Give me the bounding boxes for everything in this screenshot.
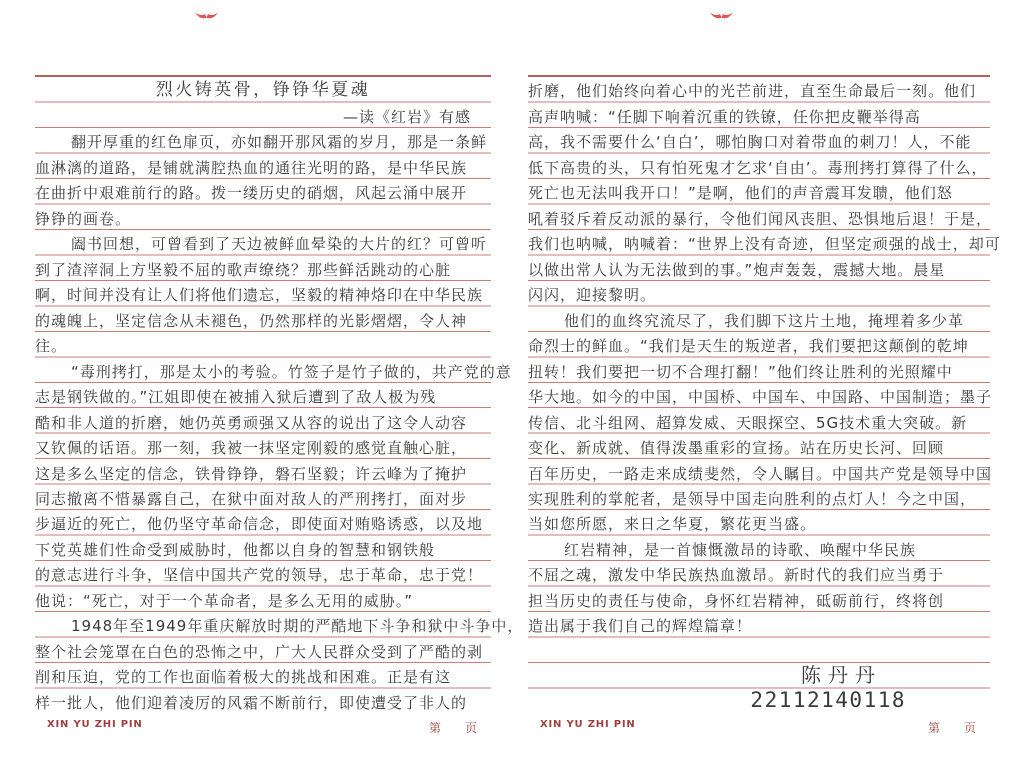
handwritten-text-line: 造出属于我们自己的辉煌篇章！: [528, 617, 753, 636]
handwritten-text-line: 志是钢铁做的。”江姐即使在被捕入狱后遭到了敌人极为残: [35, 388, 437, 407]
handwritten-text-line: 百年历史，一路走来成绩斐然，令人瞩目。中国共产党是领导中国: [528, 464, 993, 483]
signature-line: 陈丹丹: [801, 663, 882, 688]
handwritten-text-line: 下党英雄们性命受到威胁时，他都以自身的智慧和钢铁般: [35, 540, 436, 559]
handwritten-text-line: 1948年至1949年重庆解放时期的严酷地下斗争和狱中斗争中，: [71, 617, 524, 636]
brand-wing-emblem-icon: [710, 11, 733, 20]
handwritten-text-line: 他说：“死亡，对于一个革命者，是多么无用的威胁。”: [35, 591, 414, 610]
handwritten-text-line: 这是多么坚定的信念，铁骨铮铮，磐石坚毅；许云峰为了掩护: [35, 464, 468, 483]
handwritten-text-line: 实现胜利的掌舵者，是领导中国走向胜利的点灯人！今之中国，: [528, 489, 977, 508]
handwritten-text-line: 酷和非人道的折磨，她仍英勇顽强又从容的说出了这令人动容: [35, 413, 468, 432]
handwritten-text-line: 吼着驳斥着反动派的暴行，令他们闻风丧胆、恐惧地后退！于是，: [528, 209, 993, 228]
page-footer-left: [47, 719, 477, 736]
brand-text: XIN YU ZHI PIN: [47, 719, 143, 730]
page-label-suffix: 页: [963, 721, 976, 735]
handwritten-text-line: 华大地。如今的中国，中国桥、中国车、中国路、中国制造；墨子: [528, 388, 993, 407]
page-label-prefix: 第: [428, 721, 441, 735]
ruled-writing-area-left: [35, 75, 524, 713]
handwritten-text-line: 铮铮的画卷。: [35, 209, 132, 228]
handwritten-text-line: 阖书回想，可曾看到了天边被鲜血晕染的大片的红？可曾听: [71, 235, 488, 254]
handwritten-text-line: 折磨，他们始终向着心中的光芒前进，直至生命最后一刻。他们: [528, 82, 977, 101]
handwritten-text-line: 命烈士的鲜血。“我们是天生的叛逆者，我们要把这颠倒的乾坤: [528, 337, 969, 356]
handwritten-text-line: 死亡也无法叫我开口！”是啊，他们的声音震耳发聩，他们怒: [528, 184, 953, 203]
handwritten-text-line: 担当历史的责任与使命，身怀红岩精神，砥砺前行，终将创: [528, 591, 945, 610]
page-footer-right: [540, 719, 976, 736]
handwritten-text-line: 我们也呐喊，呐喊着：“世界上没有奇迹，但坚定顽强的战士，却可: [528, 235, 1001, 254]
handwritten-text-line: 他们的血终究流尽了，我们脚下这片土地，掩埋着多少革: [564, 311, 965, 330]
handwritten-text-line: 变化、新成就、值得泼墨重彩的宣扬。站在历史长河、回顾: [528, 439, 945, 458]
handwritten-text-line: 整个社会笼罩在白色的恐怖之中，广大人民群众受到了严酷的剥: [35, 642, 484, 661]
handwritten-text-line: 当如您所愿，来日之华夏，繁花更当盛。: [528, 515, 817, 534]
page-label-prefix: 第: [927, 721, 940, 735]
ruled-writing-area-right: [528, 75, 1001, 713]
handwritten-text-line: 闪闪，迎接黎明。: [528, 286, 657, 305]
handwritten-text-line: 不屈之魂，激发中华民族热血激昂。新时代的我们应当勇于: [528, 566, 945, 585]
notebook-page-left: [35, 0, 524, 768]
handwritten-text-line: 样一批人，他们迎着凌厉的风霜不断前行，即使遭受了非人的: [35, 693, 468, 712]
page-label-suffix: 页: [464, 721, 477, 735]
handwritten-text-line: 低下高贵的头，只有怕死鬼才乞求‘自由’。毒刑拷打算得了什么，: [528, 158, 988, 177]
handwritten-text-line: 扭转！我们要把一切不合理打翻！”他们终让胜利的光照耀中: [528, 362, 953, 381]
handwritten-text-line: 同志撤离不惜暴露自己，在狱中面对敌人的严刑拷打，面对步: [35, 489, 468, 508]
notebook-page-right: [528, 0, 1001, 768]
handwritten-text-line: 削和压迫，党的工作也面临着极大的挑战和困难。正是有这: [35, 668, 452, 687]
essay-title-line: 烈火铸英骨，铮铮华夏魂: [155, 80, 371, 101]
handwritten-text-line: 的意志进行斗争，坚信中国共产党的领导，忠于革命，忠于党！: [35, 566, 484, 585]
essay-subtitle-line: —读《红岩》有感: [342, 107, 471, 126]
handwritten-text-line: 以做出常人认为无法做到的事。”炮声轰轰，震撼大地。晨星: [528, 260, 946, 279]
handwritten-text-line: 红岩精神，是一首慷慨激昂的诗歌、唤醒中华民族: [564, 540, 917, 559]
brand-text: XIN YU ZHI PIN: [540, 719, 636, 730]
page-number-label: [928, 719, 976, 736]
handwritten-text-line: 传信、北斗组网、超算发威、天眼探空、5G技术重大突破。新: [528, 413, 968, 432]
brand-wing-emblem-icon: [195, 11, 218, 20]
handwritten-text-line: 高，我不需要什么‘自白’，哪怕胸口对着带血的刺刀！人，不能: [528, 133, 972, 152]
handwritten-text-line: 在曲折中艰难前行的路。拨一缕历史的硝烟，风起云涌中展开: [35, 184, 468, 203]
handwritten-text-line: 高声呐喊：“任脚下响着沉重的铁镣，任你把皮鞭举得高: [528, 107, 921, 126]
handwritten-text-line: 往。: [35, 337, 68, 356]
handwritten-text-line: 啊，时间并没有让人们将他们遗忘，坚毅的精神烙印在中华民族: [35, 286, 484, 305]
handwritten-text-line: 到了渣滓洞上方坚毅不屈的歌声缭绕？那些鲜活跳动的心脏: [35, 260, 452, 279]
handwritten-text-line: 的魂魄上，坚定信念从未褪色，仍然那样的光影熠熠，令人神: [35, 311, 468, 330]
student-id-line: 22112140118: [750, 687, 906, 712]
handwritten-text-line: “毒刑拷打，那是太小的考验。竹签子是竹子做的，共产党的意: [71, 362, 512, 381]
handwritten-text-line: 步逼近的死亡，他仍坚守革命信念，即使面对贿赂诱惑，以及地: [35, 515, 484, 534]
page-number-label: [429, 719, 477, 736]
handwritten-text-line: 翻开厚重的红色扉页，亦如翻开那风霜的岁月，那是一条鲜: [71, 133, 488, 152]
blank-line: [528, 637, 990, 662]
handwritten-text-line: 血淋漓的道路，是铺就满腔热血的通往光明的路，是中华民族: [35, 158, 468, 177]
handwritten-text-line: 又钦佩的话语。那一刻，我被一抹坚定刚毅的感觉直触心脏，: [35, 439, 468, 458]
